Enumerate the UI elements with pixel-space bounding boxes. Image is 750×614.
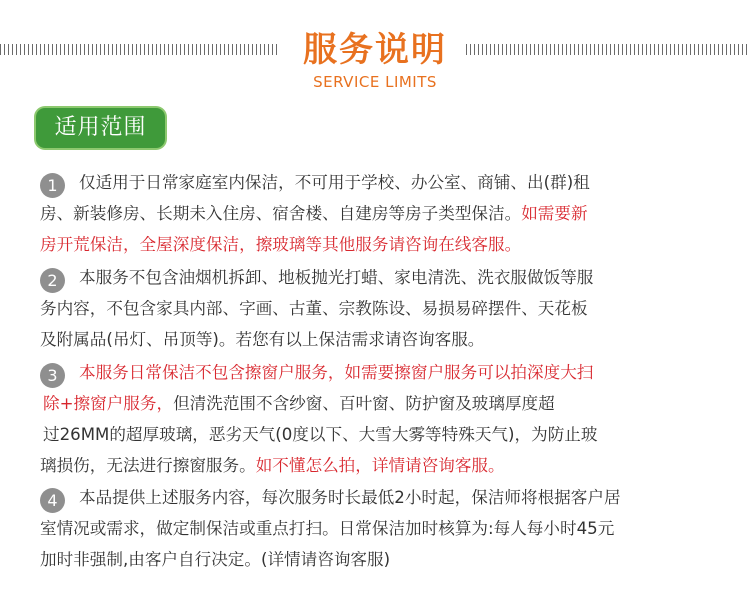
header xyxy=(0,30,750,100)
page-subtitle: SERVICE LIMITS xyxy=(313,73,437,91)
number-badge-1: 1 xyxy=(40,173,65,198)
section-2-line-3: 及附属品(吊灯、吊顶等)。若您有以上保洁需求请咨询客服。 xyxy=(40,330,485,349)
section-3-line-4a: 璃损伤，无法进行擦窗服务。 xyxy=(40,456,256,475)
decorative-stripe-right xyxy=(466,44,750,55)
section-1-line-3: 房开荒保洁，全屋深度保洁，擦玻璃等其他服务请咨询在线客服。 xyxy=(40,235,522,254)
scope-badge: 适用范围 xyxy=(36,108,165,148)
section-4-line-2: 室情况或需求，做定制保洁或重点打扫。日常保洁加时核算为:每人每小时45元 xyxy=(40,519,615,538)
section-1-line-2: 房、新装修房、长期未入住房、宿舍楼、自建房等房子类型保洁。 xyxy=(40,204,522,223)
number-badge-3: 3 xyxy=(40,363,65,388)
section-2-line-1: 本服务不包含油烟机拆卸、地板抛光打蜡、家电清洗、洗衣服做饭等服 xyxy=(79,268,594,287)
section-3-line-4b: 如不懂怎么拍，详情请咨询客服。 xyxy=(255,456,505,475)
page-title: 服务说明 xyxy=(303,30,447,70)
number-badge-2: 2 xyxy=(40,268,65,293)
number-badge-4: 4 xyxy=(40,488,65,513)
section-3 xyxy=(40,357,730,481)
section-2-line-2: 务内容，不包含家具内部、字画、古董、宗教陈设、易损易碎摆件、天花板 xyxy=(40,299,588,318)
section-3-line-2b: 但清洗范围不含纱窗、百叶窗、防护窗及玻璃厚度超 xyxy=(173,394,555,413)
section-4-line-3: 加时非强制,由客户自行决定。(详情请咨询客服) xyxy=(40,550,391,569)
section-3-line-1: 本服务日常保洁不包含擦窗户服务，如需要擦窗户服务可以拍深度大扫 xyxy=(79,363,594,382)
section-1-highlight: 如需要新 xyxy=(521,204,588,223)
section-2 xyxy=(40,262,730,355)
section-4-line-1: 本品提供上述服务内容，每次服务时长最低2小时起，保洁师将根据客户居 xyxy=(79,488,621,507)
section-4 xyxy=(40,482,730,575)
section-3-line-2a: 除+擦窗户服务， xyxy=(43,394,174,413)
section-1 xyxy=(40,167,730,260)
section-1-line-1: 仅适用于日常家庭室内保洁，不可用于学校、办公室、商铺、出(群)租 xyxy=(79,173,590,192)
section-3-line-3: 过26MM的超厚玻璃，恶劣天气(0度以下、大雪大雾等特殊天气)，为防止玻 xyxy=(43,425,598,444)
